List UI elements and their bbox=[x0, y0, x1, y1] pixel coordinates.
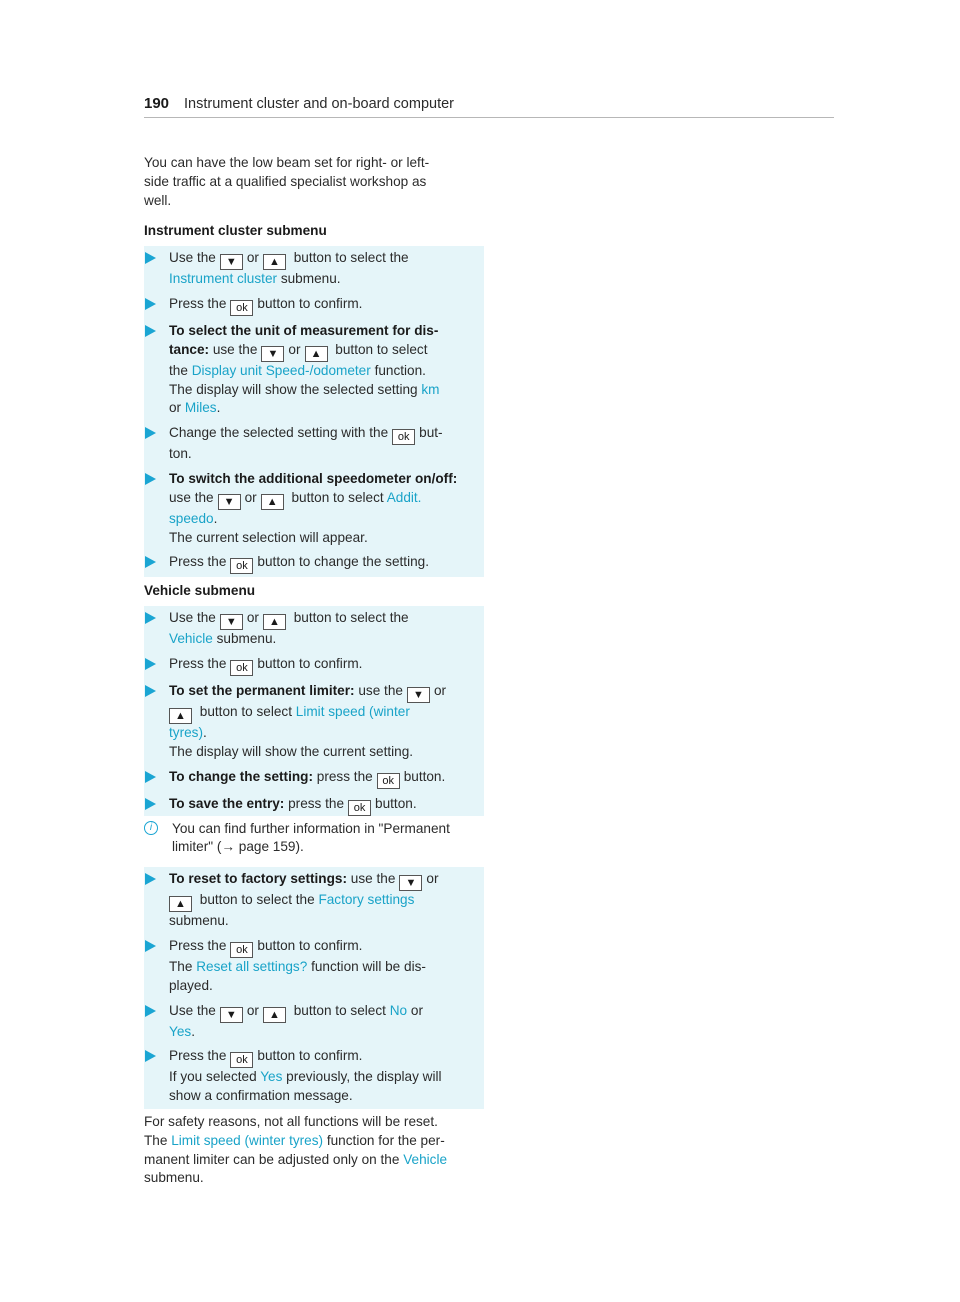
step: Use the ▼ or ▲ button to select the Instrument cluster submenu. bbox=[144, 246, 484, 289]
step-arrow-icon bbox=[145, 771, 156, 783]
step: Press the ok button to confirm. If you selected Yes previously, the display will show a confirmation message. bbox=[144, 1047, 484, 1109]
step-arrow-icon bbox=[145, 798, 156, 810]
ok-key-icon: ok bbox=[230, 1052, 253, 1068]
info-note: i You can find further information in "Permanent limiter" (→ page 159). bbox=[144, 820, 484, 858]
step: To change the setting: press the ok button. bbox=[144, 768, 484, 789]
step: To set the permanent limiter: use the ▼ or ▲ button to select Limit speed (winter tyres). The display will show the current setting. bbox=[144, 682, 484, 762]
info-icon: i bbox=[144, 821, 158, 835]
page-header bbox=[144, 95, 834, 118]
down-key-icon: ▼ bbox=[261, 346, 284, 362]
step-arrow-icon bbox=[145, 556, 156, 568]
down-key-icon: ▼ bbox=[399, 875, 422, 891]
down-key-icon: ▼ bbox=[220, 614, 243, 630]
up-key-icon: ▲ bbox=[169, 896, 192, 912]
step: Use the ▼ or ▲ button to select No or Yes. bbox=[144, 1002, 484, 1042]
steps-vehicle bbox=[144, 606, 484, 815]
step-arrow-icon bbox=[145, 1050, 156, 1062]
ok-key-icon: ok bbox=[377, 773, 400, 789]
ok-key-icon: ok bbox=[230, 660, 253, 676]
closing-paragraph: For safety reasons, not all functions will be reset. The Limit speed (winter tyres) function for the per- manent limiter can be adjusted only on the Vehicle submenu. bbox=[144, 1113, 448, 1186]
ok-key-icon: ok bbox=[230, 300, 253, 316]
step: Use the ▼ or ▲ button to select the Vehicle submenu. bbox=[144, 606, 484, 649]
step-arrow-icon bbox=[145, 612, 156, 624]
up-key-icon: ▲ bbox=[263, 614, 286, 630]
step-arrow-icon bbox=[145, 325, 156, 337]
down-key-icon: ▼ bbox=[218, 494, 241, 510]
step-arrow-icon bbox=[145, 427, 156, 439]
step: Press the ok button to confirm. bbox=[144, 655, 484, 676]
intro-paragraph: You can have the low beam set for right- or left-side traffic at a qualified specialist workshop as well. bbox=[144, 155, 430, 208]
ok-key-icon: ok bbox=[230, 942, 253, 958]
step: Change the selected setting with the ok but- ton. bbox=[144, 424, 484, 464]
page-number: 190 bbox=[144, 95, 170, 112]
step-arrow-icon bbox=[145, 298, 156, 310]
step: To reset to factory settings: use the ▼ or ▲ button to select the Factory settings submenu. bbox=[144, 867, 484, 931]
up-key-icon: ▲ bbox=[263, 254, 286, 270]
up-key-icon: ▲ bbox=[305, 346, 328, 362]
steps-instrument-cluster bbox=[144, 246, 484, 577]
step: Press the ok button to confirm. The Reset all settings? function will be dis- played. bbox=[144, 937, 484, 996]
down-key-icon: ▼ bbox=[220, 254, 243, 270]
steps-factory-reset bbox=[144, 867, 484, 1109]
down-key-icon: ▼ bbox=[220, 1007, 243, 1023]
up-key-icon: ▲ bbox=[169, 708, 192, 724]
up-key-icon: ▲ bbox=[263, 1007, 286, 1023]
step: To select the unit of measurement for dis- tance: use the ▼ or ▲ button to select the Display unit Speed-/odometer function. The display will show the selected setting km or Miles. bbox=[144, 322, 484, 418]
step: To save the entry: press the ok button. bbox=[144, 795, 484, 816]
up-key-icon: ▲ bbox=[261, 494, 284, 510]
down-key-icon: ▼ bbox=[407, 687, 430, 703]
step-arrow-icon bbox=[145, 685, 156, 697]
step-arrow-icon bbox=[145, 252, 156, 264]
step-arrow-icon bbox=[145, 658, 156, 670]
section-heading-instrument-cluster: Instrument cluster submenu bbox=[144, 223, 327, 239]
ok-key-icon: ok bbox=[392, 429, 415, 445]
step: To switch the additional speedometer on/off: use the ▼ or ▲ button to select Addit. speedo. The current selection will appear. bbox=[144, 470, 484, 547]
step-arrow-icon bbox=[145, 940, 156, 952]
content-column bbox=[144, 154, 484, 1188]
step-arrow-icon bbox=[145, 473, 156, 485]
step-arrow-icon bbox=[145, 873, 156, 885]
ok-key-icon: ok bbox=[230, 558, 253, 574]
chapter-title: Instrument cluster and on-board computer bbox=[184, 96, 454, 112]
step: Press the ok button to confirm. bbox=[144, 295, 484, 316]
section-heading-vehicle: Vehicle submenu bbox=[144, 583, 256, 599]
step-arrow-icon bbox=[145, 1005, 156, 1017]
ok-key-icon: ok bbox=[348, 800, 371, 816]
step: Press the ok button to change the setting. bbox=[144, 553, 484, 577]
